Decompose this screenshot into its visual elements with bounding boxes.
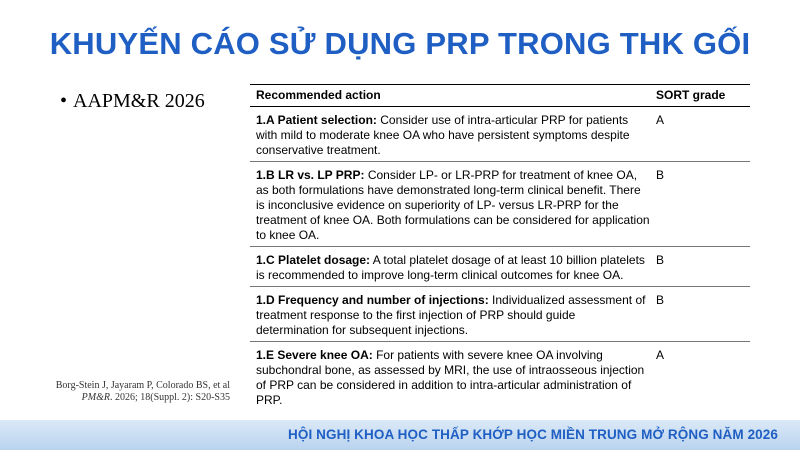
row-text: Consider LP- or LR-PRP for treatment of knee OA, as both formulations have demonstrated long-term clinical benefit. There is inconclusive evidence on superiority of LP- versus LR-PRP for the treatment of knee OA. Both formulations can be considered for application to knee OA. [256, 168, 650, 242]
row-action [250, 348, 650, 408]
row-label: 1.B LR vs. LP PRP: [256, 168, 365, 182]
row-action [250, 253, 650, 283]
citation [40, 380, 230, 404]
bullet-dot: • [60, 90, 68, 112]
citation-journal: PM&R [81, 392, 110, 403]
bullet-text: AAPM&R 2026 [73, 90, 205, 112]
table-row [250, 107, 750, 162]
citation-details: . 2026; 18(Suppl. 2): S20-S35 [109, 392, 230, 403]
row-label: 1.C Platelet dosage: [256, 253, 371, 267]
citation-authors: Borg-Stein J, Jayaram P, Colorado BS, et al [55, 380, 230, 391]
row-grade: A [656, 113, 665, 127]
recommendation-table [250, 84, 750, 411]
table-header [250, 84, 750, 107]
row-text: Individualized assessment of treatment response to the first injection of PRP should guide determination for subsequent injections. [256, 293, 646, 337]
table-row [250, 287, 750, 342]
table-row [250, 342, 750, 411]
row-text: Consider use of intra-articular PRP for patients with mild to moderate knee OA who have persistent symptoms despite conservative treatment. [256, 113, 630, 157]
table-row [250, 247, 750, 287]
row-label: 1.A Patient selection: [256, 113, 377, 127]
row-grade: B [656, 253, 665, 267]
row-action [250, 113, 650, 158]
row-action [250, 293, 650, 338]
footer-bar [0, 420, 800, 450]
row-label: 1.E Severe knee OA: [256, 348, 373, 362]
header-recommended-action: Recommended action [256, 88, 381, 102]
row-label: 1.D Frequency and number of injections: [256, 293, 489, 307]
row-text: For patients with severe knee OA involving subchondral bone, as assessed by MRI, the use of intraosseous injection of PRP can be considered in addition to intra-articular administration of PRP. [256, 348, 645, 407]
row-action [250, 168, 650, 243]
bullet-item [60, 90, 205, 113]
footer-conference-name: HỘI NGHỊ KHOA HỌC THẤP KHỚP HỌC MIỀN TRUNG MỞ RỘNG NĂM 2026 [288, 427, 778, 442]
row-text: A total platelet dosage of at least 10 billion platelets is recommended to improve long-term clinical outcomes for knee OA. [256, 253, 645, 282]
row-grade: B [656, 168, 665, 182]
header-sort-grade: SORT grade [656, 88, 726, 102]
row-grade: B [656, 293, 665, 307]
slide-title: KHUYẾN CÁO SỬ DỤNG PRP TRONG THK GỐI [49, 26, 751, 61]
row-grade: A [656, 348, 665, 362]
table-row [250, 162, 750, 247]
